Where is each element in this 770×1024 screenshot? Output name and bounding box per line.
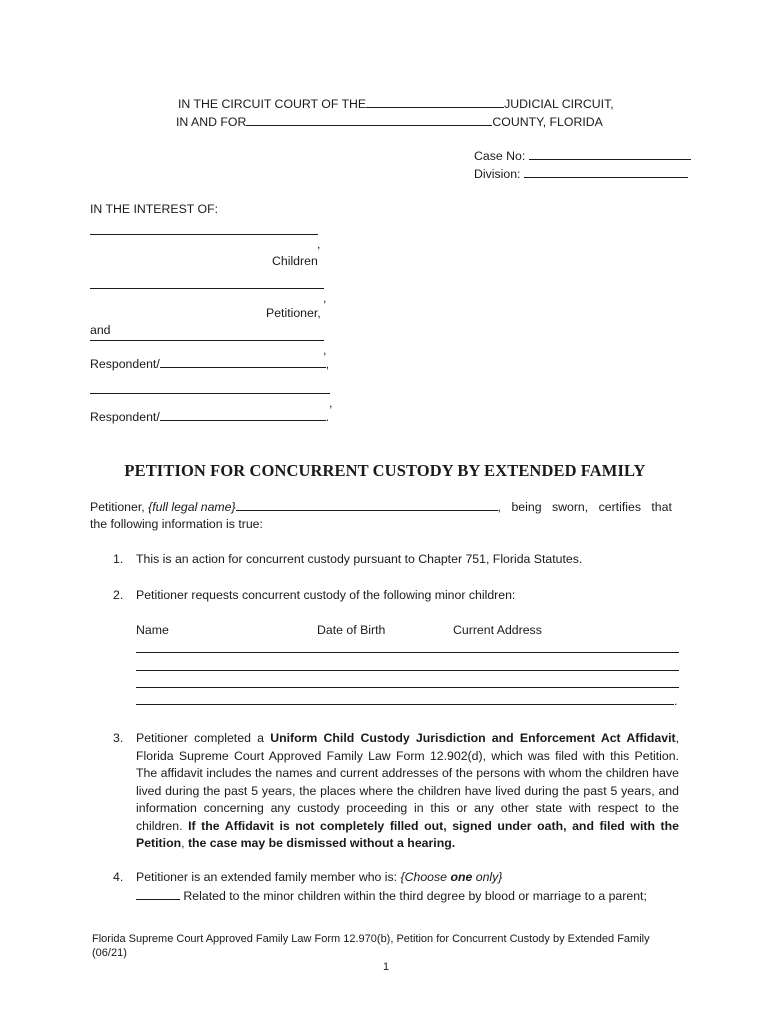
petitioner-name-blank[interactable] [236, 499, 498, 511]
option-1-check-blank[interactable] [136, 888, 180, 900]
item-3-warning-2: the case may be dismissed without a hearing. [187, 836, 456, 850]
child-rows-period: . [674, 694, 678, 708]
respondent-2-comma: , [329, 396, 333, 410]
item-2-text: Petitioner requests concurrent custody of the following minor children: [136, 588, 516, 602]
item-1-number: 1. [113, 552, 124, 566]
item-3-warning-1: If the Affidavit is not completely filled out, signed under oath, and filed with the Petition [136, 818, 679, 850]
respondent-2-row [90, 409, 329, 427]
item-4-number: 4. [113, 870, 124, 884]
children-label: Children [272, 254, 318, 268]
court-line [178, 96, 614, 114]
item-3-text [136, 730, 679, 853]
respondent-2-blank[interactable] [90, 393, 330, 394]
respondent-1-end-comma: , [325, 357, 330, 371]
child-row-2-blank[interactable] [136, 670, 679, 671]
county-line-prefix: IN AND FOR [176, 115, 247, 129]
division-label: Division: [474, 167, 521, 181]
item-4-one: one [450, 870, 473, 884]
county-blank[interactable] [246, 114, 492, 126]
intro-suffix: , being sworn, certifies that [497, 500, 672, 514]
item-4-only: only} [472, 870, 503, 884]
item-3-affidavit-title: Uniform Child Custody Jurisdiction and Enforcement Act Affidavit [270, 731, 676, 745]
item-3-number: 3. [113, 731, 124, 745]
intro-line-2: the following information is true: [90, 517, 263, 531]
item-4-option-1 [136, 888, 647, 906]
petitioner-comma: , [323, 291, 327, 305]
circuit-blank[interactable] [366, 96, 504, 108]
item-3-part-c: , [181, 836, 188, 850]
col-header-name: Name [136, 623, 169, 637]
interest-of-label: IN THE INTEREST OF: [90, 202, 218, 216]
county-line-suffix: COUNTY, FLORIDA [492, 115, 603, 129]
item-4-lead: Petitioner is an extended family member who is: [136, 870, 401, 884]
item-1-text: This is an action for concurrent custody pursuant to Chapter 751, Florida Statutes. [136, 552, 583, 566]
respondent-2-label: Respondent/ [90, 410, 160, 424]
footer-date: (06/21) [92, 947, 127, 959]
respondent-1-row [90, 356, 329, 374]
case-no-row [474, 148, 691, 166]
children-comma: , [317, 237, 321, 251]
respondent-1-comma: , [323, 343, 327, 357]
petitioner-blank[interactable] [90, 288, 324, 289]
option-1-text: Related to the minor children within the third degree by blood or marriage to a parent; [183, 889, 647, 903]
court-line-prefix: IN THE CIRCUIT COURT OF THE [178, 97, 367, 111]
col-header-address: Current Address [453, 623, 542, 637]
col-header-dob: Date of Birth [317, 623, 386, 637]
intro-placeholder: {full legal name} [148, 500, 236, 514]
item-4-text [136, 869, 502, 887]
item-2-number: 2. [113, 588, 124, 602]
petitioner-label: Petitioner, [266, 306, 321, 320]
child-row-1-blank[interactable] [136, 652, 679, 653]
respondent-1-label: Respondent/ [90, 357, 160, 371]
division-blank[interactable] [524, 166, 688, 178]
item-3-part-a: Petitioner completed a [136, 731, 271, 745]
item-3-part-b: , Florida Supreme Court Approved Family Law Form 12.902(d), which was filed with this Petition. The affidavit includes the names and current addresses of the persons with whom the children have lived during the past 5 years, the places where the children have lived during the past 5 years, and information concerning any custody proceeding in this or any other state with respect to the children. [136, 731, 679, 833]
case-no-blank[interactable] [529, 148, 691, 160]
item-4-choose: {Choose [400, 870, 451, 884]
page-number: 1 [383, 961, 390, 973]
respondent-2-second-blank[interactable] [160, 409, 326, 421]
intro-prefix: Petitioner, [90, 500, 145, 514]
case-no-label: Case No: [474, 149, 526, 163]
respondent-1-second-blank[interactable] [160, 356, 326, 368]
child-row-3-blank[interactable] [136, 687, 679, 688]
division-row [474, 166, 688, 184]
court-line-suffix: JUDICIAL CIRCUIT, [504, 97, 614, 111]
and-label: and [90, 323, 111, 337]
children-blank[interactable] [90, 234, 318, 235]
child-row-4-blank[interactable] [136, 704, 674, 705]
intro-line-1 [90, 499, 678, 517]
respondent-1-blank[interactable] [90, 340, 324, 341]
footer-form-id: Florida Supreme Court Approved Family Law Form 12.970(b), Petition for Concurrent Custody by Extended Family [92, 933, 650, 945]
county-line [176, 114, 603, 132]
respondent-2-end-period: . [325, 410, 330, 424]
document-title: PETITION FOR CONCURRENT CUSTODY BY EXTENDED FAMILY [124, 461, 646, 480]
